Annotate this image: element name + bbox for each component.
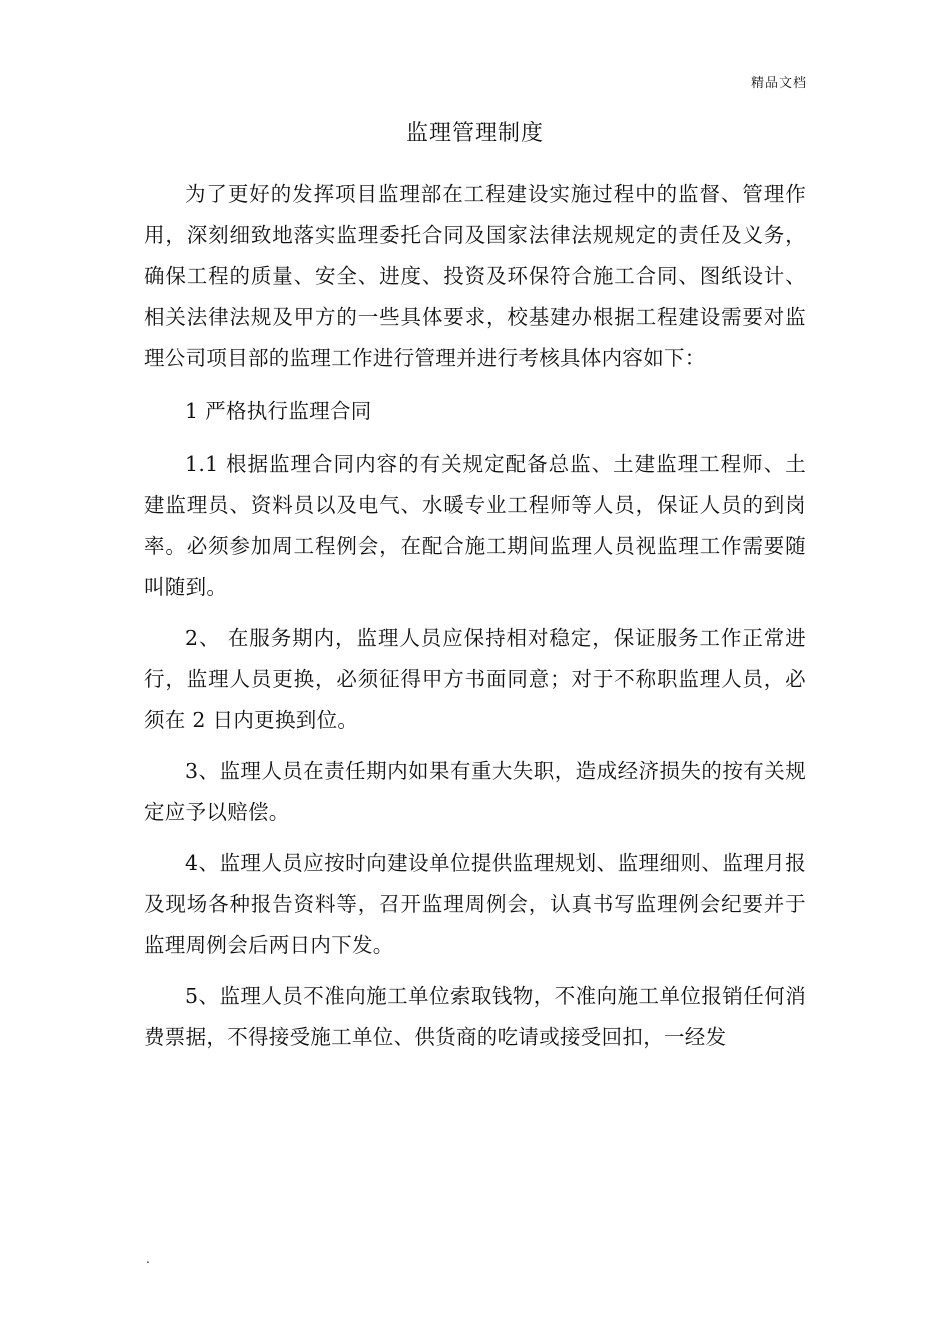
section-heading-1: 1 严格执行监理合同: [185, 399, 372, 423]
document-title: 监理管理制度: [405, 121, 544, 146]
intro-paragraph: 为了更好的发挥项目监理部在工程建设实施过程中的监督、管理作用，深刻细致地落实监理委托合同及国家法律法规规定的责任及义务，确保工程的质量、安全、进度、投资及环保符合施工合同、图纸设计、相关法律法规及甲方的一些具体要求，校基建办根据工程建设需要对监理公司项目部的监理工作进行管理并进行考核具体内容如下：: [144, 182, 806, 370]
clause-3-paragraph: 3、监理人员在责任期内如果有重大失职，造成经济损失的按有关规定应予以赔偿。: [144, 759, 806, 824]
header-label: 精品文档: [750, 76, 807, 91]
clause-1-1-paragraph: 1.1 根据监理合同内容的有关规定配备总监、土建监理工程师、土建监理员、资料员以及电气、水暖专业工程师等人员，保证人员的到岗率。必须参加周工程例会，在配合施工期间监理人员视监理工作需要随叫随到。: [144, 452, 806, 599]
document-body: [144, 174, 806, 1058]
clause-5-paragraph: 5、监理人员不准向施工单位索取钱物，不准向施工单位报销任何消费票据，不得接受施工单位、供货商的吃请或接受回扣，一经发: [144, 984, 806, 1049]
clause-2-paragraph: 2、 在服务期内，监理人员应保持相对稳定，保证服务工作正常进行，监理人员更换，必须征得甲方书面同意；对于不称职监理人员，必须在 2 日内更换到位。: [144, 626, 806, 732]
clause-4-paragraph: 4、监理人员应按时向建设单位提供监理规划、监理细则、监理月报及现场各种报告资料等，召开监理周例会，认真书写监理例会纪要并于监理周例会后两日内下发。: [144, 851, 806, 957]
footer-mark: .: [146, 1252, 150, 1266]
